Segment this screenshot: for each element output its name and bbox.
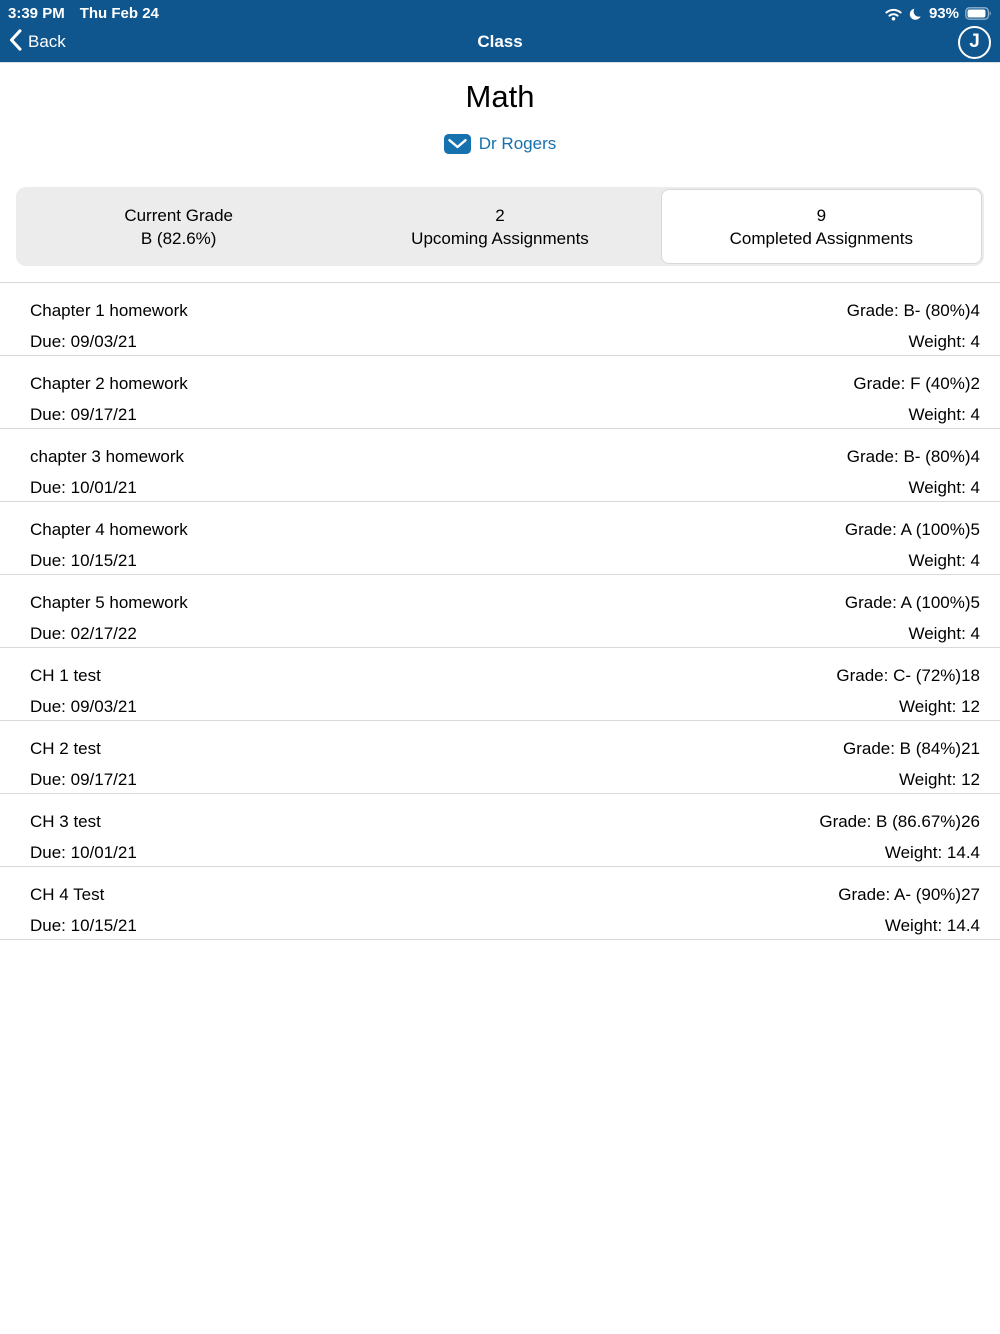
assignment-row[interactable]: [0, 355, 1000, 428]
tab-completed-assignments[interactable]: [661, 189, 982, 264]
assignment-name: Chapter 2 homework: [30, 374, 188, 393]
assignment-due-date: Due: 09/17/21: [30, 770, 137, 789]
status-time: 3:39 PM: [8, 5, 65, 22]
avatar-initial: J: [969, 31, 980, 52]
tab-line1: Current Grade: [124, 205, 233, 225]
tab-upcoming-assignments[interactable]: [339, 189, 660, 264]
assignment-grade: Grade: B- (80%)4: [846, 447, 980, 466]
assignment-name: Chapter 5 homework: [30, 593, 188, 612]
assignment-due-date: Due: 10/15/21: [30, 916, 137, 935]
assignment-grade: Grade: C- (72%)18: [836, 666, 980, 685]
assignment-row[interactable]: [0, 574, 1000, 647]
assignment-row[interactable]: [0, 647, 1000, 720]
teacher-name: Dr Rogers: [478, 134, 557, 153]
assignment-grade: Grade: A (100%)5: [844, 593, 980, 612]
tab-current-grade[interactable]: [18, 189, 339, 264]
assignment-list: [0, 282, 1000, 940]
back-label: Back: [28, 32, 66, 51]
status-bar: [0, 0, 1000, 22]
assignment-row[interactable]: [0, 282, 1000, 355]
assignment-name: chapter 3 homework: [30, 447, 185, 466]
assignment-due-date: Due: 02/17/22: [30, 624, 137, 643]
moon-icon: [909, 7, 923, 21]
assignment-row[interactable]: [0, 428, 1000, 501]
assignment-due-date: Due: 10/01/21: [30, 478, 137, 497]
assignment-grade: Grade: A- (90%)27: [838, 885, 980, 904]
page-title: Math: [465, 79, 535, 114]
nav-bar: [0, 22, 1000, 62]
assignment-weight: Weight: 4: [908, 405, 980, 424]
tab-line1: 9: [816, 205, 827, 225]
assignment-weight: Weight: 12: [899, 697, 980, 716]
nav-title: Class: [477, 32, 523, 51]
assignment-due-date: Due: 09/17/21: [30, 405, 137, 424]
assignment-row[interactable]: [0, 793, 1000, 866]
assignment-due-date: Due: 10/15/21: [30, 551, 137, 570]
status-date: Thu Feb 24: [79, 5, 159, 22]
assignment-name: CH 2 test: [30, 739, 101, 758]
tab-line2: Upcoming Assignments: [411, 228, 589, 248]
assignment-weight: Weight: 14.4: [884, 843, 980, 862]
assignment-weight: Weight: 4: [908, 551, 980, 570]
assignment-due-date: Due: 10/01/21: [30, 843, 137, 862]
assignment-weight: Weight: 4: [908, 332, 980, 351]
assignment-grade: Grade: F (40%)2: [853, 374, 980, 393]
teacher-email-link[interactable]: [0, 133, 1000, 155]
assignment-row[interactable]: [0, 501, 1000, 574]
assignment-weight: Weight: 12: [899, 770, 980, 789]
assignment-name: CH 4 Test: [30, 885, 105, 904]
assignment-grade: Grade: B- (80%)4: [846, 301, 980, 320]
assignment-row[interactable]: [0, 720, 1000, 793]
assignment-weight: Weight: 4: [908, 624, 980, 643]
assignment-name: Chapter 1 homework: [30, 301, 188, 320]
battery-icon: [965, 7, 992, 20]
back-chevron-icon: [9, 29, 22, 56]
wifi-icon: [884, 7, 903, 21]
tab-line2: Completed Assignments: [729, 228, 913, 248]
assignment-grade: Grade: A (100%)5: [844, 520, 980, 539]
tab-line1: 2: [495, 205, 505, 225]
assignment-weight: Weight: 14.4: [884, 916, 980, 935]
assignment-row[interactable]: [0, 866, 1000, 939]
avatar-button[interactable]: [958, 26, 991, 59]
tab-line2: B (82.6%): [140, 228, 217, 248]
assignment-grade: Grade: B (86.67%)26: [819, 812, 980, 831]
assignment-name: CH 3 test: [30, 812, 101, 831]
battery-percent: 93%: [928, 5, 959, 22]
back-button[interactable]: [9, 29, 66, 56]
assignment-name: CH 1 test: [30, 666, 101, 685]
assignment-due-date: Due: 09/03/21: [30, 332, 137, 351]
assignment-weight: Weight: 4: [908, 478, 980, 497]
assignment-due-date: Due: 09/03/21: [30, 697, 137, 716]
assignment-grade: Grade: B (84%)21: [842, 739, 980, 758]
envelope-icon: [444, 134, 471, 154]
segmented-control: [16, 187, 984, 266]
app-header: [0, 0, 1000, 62]
assignment-name: Chapter 4 homework: [30, 520, 188, 539]
